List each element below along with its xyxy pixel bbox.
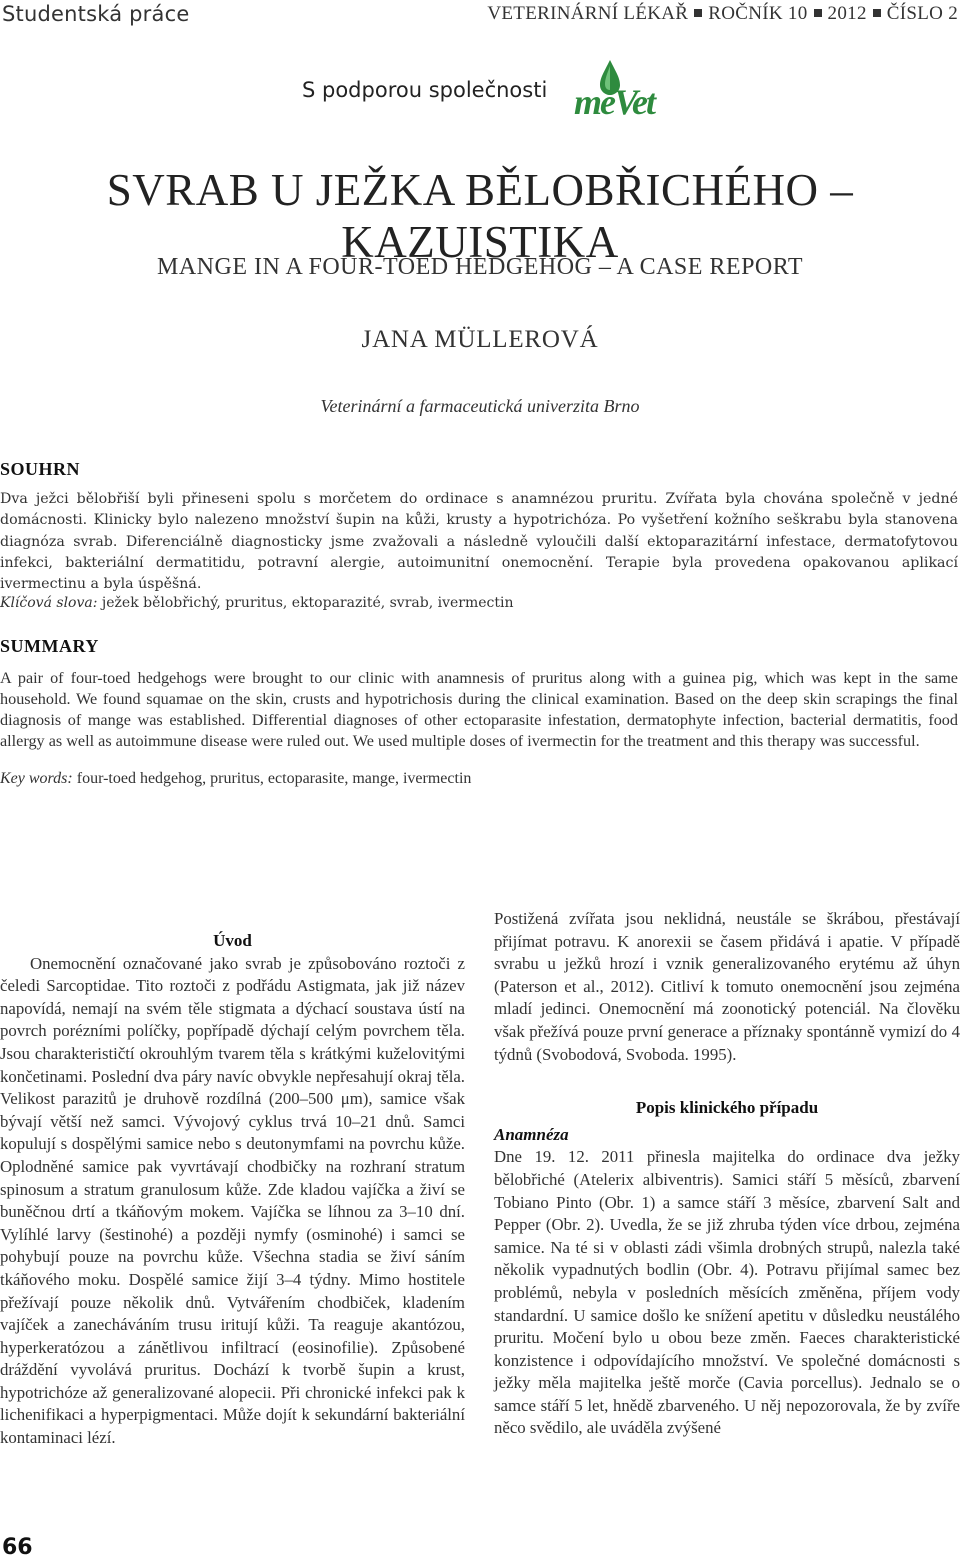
intro-paragraph: Onemocnění označované jako svrab je způsobováno roztoči z čeledi Sarcoptidae. Tito roztoči z podřádu Astigmata, jak již název napovídá, nemají na svém těle stigmata a dýchací soustava ústí na povrch porézními políčky, popřípadě dýchají celým povrchem těla. Jsou charakterističtí okrouhlým tvarem těla s krátkými kuželovitými končetinami. Poslední dva páry navíc obvykle nepřesahují okraj těla. Velikost parazitů je druhově rozdílná (200–500 μm), samice však bývají větší než samci. Vývojový cyklus trvá 10–21 dnů. Samci kopulují s dospělými samice nebo s deutonymfami na povrchu kůže. Oplodněné samice pak vyvrtávají chodbičky na rozhraní stratum spinosum a stratum granulosum kůže. Zde kladou vajíčka a živí se buněčnou drtí a tkáňovým mokem. Vajíčka se líhnou za 3–10 dní. Vylíhlé larvy (šestinohé) a později nymfy (osminohé) i samci se pohybují pouze na povrchu kůže. Všechna stadia se živí sáním tkáňového moku. Dospělé samice žijí 3–4 týdny. Mimo hostitele přežívají pouze několik dnů. Vytvářením chodbiček, kladením vajíček a zanecháváním trusu iritují kůži. Ta reaguje akantózou, hyperkeratózou a zánětlivou infiltrací (eosinofilie). Způsobené dráždění vyvolává pruritus. Dochází k tvorbě šupin a krust, hypotrichóze až generalizované alopecii. Při chronické infekci pak k lichenifikaci a hyperpigmentaci. Může dojít k sekundární bakteriální kontaminaci lézí. xyxy=(0,953,465,1448)
section-label: Studentská práce xyxy=(2,2,190,26)
right-column xyxy=(494,908,960,1440)
page-number: 66 xyxy=(2,1535,33,1560)
separator-square-icon xyxy=(814,9,822,17)
case-heading: Popis klinického případu xyxy=(635,1098,819,1118)
journal-name: VETERINÁRNÍ LÉKAŘ xyxy=(487,3,689,24)
journal-issue: ČÍSLO 2 xyxy=(886,3,958,24)
summary-heading: SUMMARY xyxy=(0,636,99,656)
mevet-logo xyxy=(566,58,662,122)
anamnesis-heading: Anamnéza xyxy=(494,1124,569,1144)
article-subtitle: MANGE IN A FOUR-TOED HEDGEHOG – A CASE REPORT xyxy=(157,254,803,280)
summary-text: A pair of four-toed hedgehogs were brought to our clinic with anamnesis of pruritus along with a guinea pig, which was kept in the same household. We found squamae on the skin, crusts and hypotrichosis during the clinical examination. Based on the deep skin scrapings the final diagnosis of mange was established. Differential diagnoses of other ectoparasite infestation, dermatophyte infection, bacterial dermatitis, food allergy as well as autoimmune disease were ruled out. We used multiple doses of ivermectin for the treatment and this therapy was successful. xyxy=(0,669,958,750)
separator-square-icon xyxy=(694,9,702,17)
souhrn-keywords xyxy=(0,595,958,611)
intro-heading: Úvod xyxy=(213,931,252,950)
keywords-text: four-toed hedgehog, pruritus, ectoparasite, mange, ivermectin xyxy=(76,770,472,787)
journal-volume: ROČNÍK 10 xyxy=(708,3,808,24)
svg-text:meVet: meVet xyxy=(574,82,654,122)
keywords-label: Klíčová slova: xyxy=(0,595,98,611)
article-title: SVRAB U JEŽKA BĚLOBŘICHÉHO – KAZUISTIKA xyxy=(106,165,854,267)
journal-header xyxy=(487,3,958,25)
author-name: JANA MÜLLEROVÁ xyxy=(361,326,599,353)
souhrn-text: Dva ježci bělobřiší byli přineseni spolu s morčetem do ordinace s anamnézou pruritu. Zvířata byla chována společně v jedné domácnosti. Klinicky bylo nalezeno množství šupin na kůži, krusty a hypotrichóza. Po vyšetření kožního seškrabu byla stanovena diagnóza svrab. Diferenciálně diagnosticky jsme zvažovali a následně vyloučili další ektoparazitární infestace, dermatofytovou infekci, bakteriální dermatitidu, potravní alergie, autoimunitní onemocnění. Terapie byla provedena opakovanou aplikací ivermectinu a byla úspěšná. xyxy=(0,491,958,593)
journal-year: 2012 xyxy=(827,3,867,24)
separator-square-icon xyxy=(873,9,881,17)
keywords-label: Key words: xyxy=(0,770,73,787)
left-column xyxy=(0,930,465,1450)
affiliation: Veterinární a farmaceutická univerzita Brno xyxy=(320,396,640,416)
keywords-text: ježek bělobřichý, pruritus, ektoparazité, svrab, ivermectin xyxy=(101,595,514,611)
summary-keywords xyxy=(0,770,958,788)
intro-continuation: Postižená zvířata jsou neklidná, neustále se škrábou, přestávají přijímat potravu. K anorexii se časem přidává i apatie. V případě svrabu u ježků hrozí i vznik generalizovaného erytému až úhyn (Paterson et al., 2012). Citliví k tomuto onemocnění jsou zejména mladí jedinci. Onemocnění má zoonotický potenciál. Na člověku však přežívá pouze první generace a příznaky spontánně vymizí do 4 týdnů (Svobodová, Svoboda. 1995). xyxy=(494,909,960,1064)
sponsor-text: S podporou společnosti xyxy=(302,78,548,102)
souhrn-heading: SOUHRN xyxy=(0,459,81,479)
case-paragraph: Dne 19. 12. 2011 přinesla majitelka do ordinace dva ježky bělobřiché (Atelerix albiventris). Samici stáří 5 měsíců, zbarvení Tobiano Pinto (Obr. 1) a samce stáří 3 měsíce, zbarvení Salt and Pepper (Obr. 2). Uvedla, že se již zhruba týden více drbou, zejména samice. Na té si v oblasti zádi všimla drobných strupů, nalezla také několik vypadnutých bodlin (Obr. 4). Potravu přijímal samec bez problémů, nebyla v posledních měsících změněna, příjem vody standardní. U samice došlo ke snížení apetitu v důsledku neustálého pruritu. Močení bylo u obou beze změn. Faeces charakteristické konzistence i odpovídajícího množství. Ve společné domácnosti s ježky měla majitelka ještě morče (Cavia porcellus). Jednalo se o samce stáří 5 let, hnědě zbarveného. U něj nepozorovala, že by zvíře něco svědilo, ale uváděla zvýšené xyxy=(494,1147,960,1438)
